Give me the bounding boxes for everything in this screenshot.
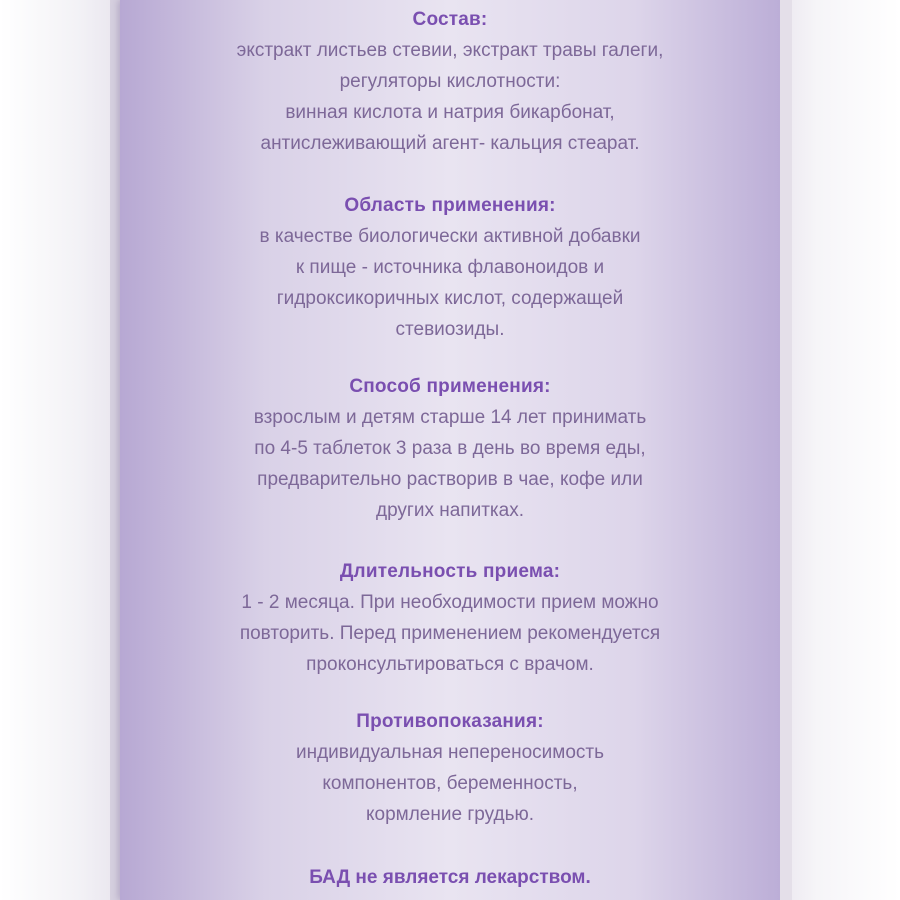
text-line: экстракт листьев стевии, экстракт травы галеги,: [236, 40, 664, 61]
text-line: к пище - источника флавоноидов и: [295, 257, 605, 278]
section-heading: Способ применения:: [349, 376, 551, 397]
text-line: в качестве биологически активной добавки: [259, 226, 641, 247]
text-line: других напитках.: [375, 500, 524, 521]
section-composition: [120, 4, 780, 159]
text-line: взрослым и детям старше 14 лет принимать: [253, 407, 647, 428]
disclaimer: БАД не является лекарством.: [309, 867, 591, 888]
section-heading: Область применения:: [344, 195, 556, 216]
text-line: винная кислота и натрия бикарбонат,: [285, 102, 615, 123]
text-line: проконсультироваться с врачом.: [306, 654, 594, 675]
background-left: [0, 0, 110, 900]
text-line: стевиозиды.: [395, 319, 505, 340]
background-right: [790, 0, 900, 900]
text-line: кормление грудью.: [366, 804, 534, 825]
text-line: гидроксикоричных кислот, содержащей: [276, 288, 624, 309]
text-line: индивидуальная непереносимость: [295, 742, 605, 763]
section-duration: [120, 556, 780, 680]
section-heading: Состав:: [412, 9, 488, 30]
section-dosage: [120, 371, 780, 526]
text-line: предварительно растворив в чае, кофе или: [257, 469, 643, 490]
section-heading: Противопоказания:: [356, 711, 544, 732]
text-line: антислеживающий агент- кальция стеарат.: [260, 133, 640, 154]
text-line: по 4-5 таблеток 3 раза в день во время еды,: [254, 438, 646, 459]
section-contraindications: [120, 706, 780, 830]
panel-border-left: [110, 0, 120, 900]
text-line: повторить. Перед применением рекомендуется: [239, 623, 661, 644]
panel-border-right: [780, 0, 792, 900]
section-heading: Длительность приема:: [339, 561, 561, 582]
text-line: компонентов, беременность,: [322, 773, 578, 794]
text-line: 1 - 2 месяца. При необходимости прием можно: [241, 592, 659, 613]
section-usage-area: [120, 190, 780, 345]
text-line: регуляторы кислотности:: [339, 71, 561, 92]
